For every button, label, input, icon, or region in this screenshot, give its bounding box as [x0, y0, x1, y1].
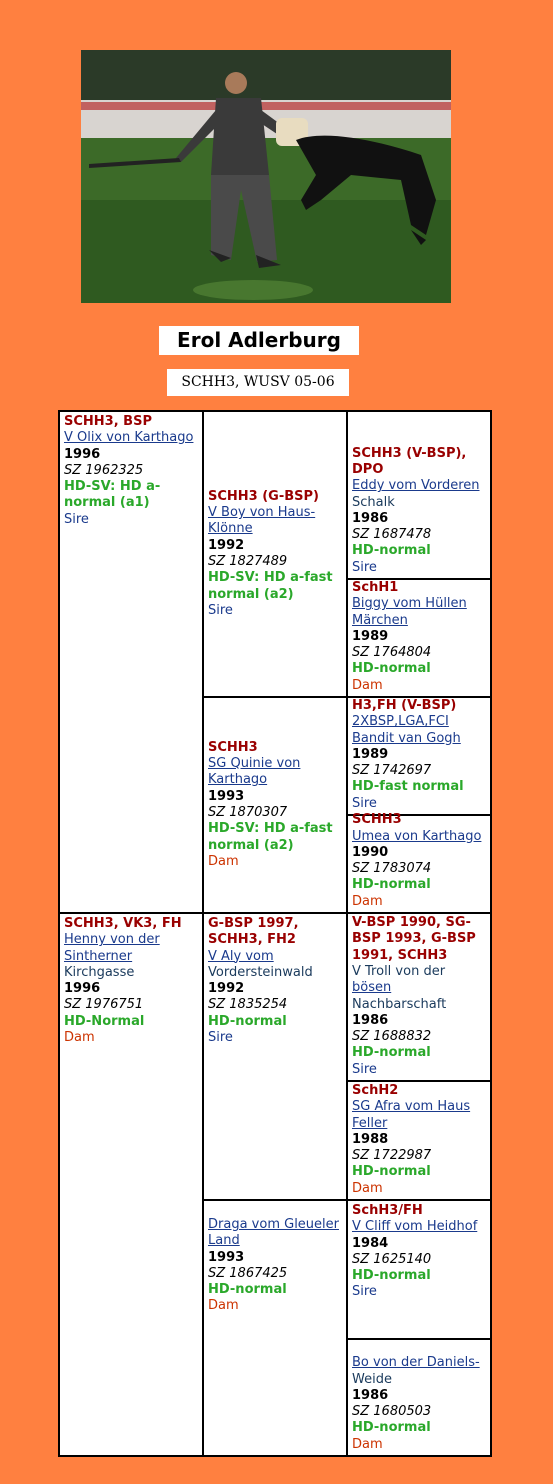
sire-sire-cell	[204, 412, 346, 696]
dss-name-link[interactable]: bösen	[352, 980, 392, 996]
dam-sire-year: 1992	[208, 981, 245, 997]
ssd-title: SchH1	[352, 579, 399, 595]
sdd-hd: HD-normal	[352, 877, 431, 893]
ddd-name-extra: Weide	[352, 1371, 392, 1387]
dsd-cell	[348, 1082, 490, 1199]
ssd-year: 1989	[352, 628, 389, 644]
sss-title: SCHH3 (V-BSP), DPO	[352, 445, 467, 477]
dds-title: SchH3/FH	[352, 1203, 423, 1218]
sire-dam-hd: HD-SV: HD a-fast normal (a2)	[208, 821, 333, 853]
sds-title: H3,FH (V-BSP)	[352, 697, 457, 713]
dam-sire-reg: SZ 1835254	[208, 997, 288, 1013]
dam-year: 1996	[64, 981, 101, 997]
sire-dam-reg: SZ 1870307	[208, 805, 288, 820]
dam-dam-role: Dam	[208, 1298, 239, 1314]
dss-name-extra: Nachbarschaft	[352, 996, 447, 1012]
ddd-reg: SZ 1680503	[352, 1404, 432, 1420]
dog-name: Erol Adlerburg	[159, 326, 359, 355]
dam-sire-role: Sire	[208, 1030, 233, 1046]
dam-sire-hd: HD-normal	[208, 1013, 287, 1029]
ssd-reg: SZ 1764804	[352, 645, 432, 661]
sire-title: SCHH3, BSP	[64, 414, 152, 429]
dss-reg: SZ 1688832	[352, 1029, 432, 1045]
dog-training-photo	[81, 50, 451, 303]
dam-sire-name-extra: Vordersteinwald	[208, 964, 313, 980]
dds-reg: SZ 1625140	[352, 1251, 432, 1267]
ddd-cell	[348, 1340, 490, 1455]
dsd-hd: HD-normal	[352, 1164, 431, 1180]
dam-sire-cell	[204, 914, 346, 1199]
sdd-year: 1990	[352, 844, 389, 860]
sire-sire-hd: HD-SV: HD a-fast normal (a2)	[208, 570, 333, 602]
sss-name-link[interactable]: Eddy vom Vorderen	[352, 478, 480, 494]
sire-dam-year: 1993	[208, 788, 245, 804]
sss-role: Sire	[352, 559, 377, 575]
sire-dam-name-link[interactable]: SG Quinie von Karthago	[208, 756, 301, 788]
dsd-role: Dam	[352, 1180, 383, 1196]
dss-cell	[348, 914, 490, 1080]
sire-cell	[60, 412, 202, 912]
dam-reg: SZ 1976751	[64, 997, 144, 1013]
dam-dam-name-link[interactable]: Draga vom Gleueler Land	[208, 1217, 339, 1249]
sire-dam-title: SCHH3	[208, 739, 258, 755]
ddd-role: Dam	[352, 1436, 383, 1452]
dss-hd: HD-normal	[352, 1045, 431, 1061]
dam-dam-cell	[204, 1201, 346, 1455]
sss-reg: SZ 1687478	[352, 527, 432, 543]
ddd-year: 1986	[352, 1387, 389, 1403]
ddd-name-link[interactable]: Bo von der Daniels-	[352, 1355, 480, 1371]
sire-hd: HD-SV: HD a-normal (a1)	[64, 479, 161, 511]
dds-year: 1984	[352, 1235, 389, 1251]
ssd-role: Dam	[352, 677, 383, 693]
pedigree-table	[58, 410, 492, 1457]
sire-sire-reg: SZ 1827489	[208, 554, 288, 569]
ssd-name-link[interactable]: Biggy vom Hüllen Märchen	[352, 596, 467, 628]
sdd-name-link[interactable]: Umea von Karthago	[352, 828, 482, 844]
dog-titles: SCHH3, WUSV 05-06	[167, 369, 349, 396]
sire-dam-role: Dam	[208, 853, 239, 869]
sss-cell	[348, 412, 490, 578]
dam-role: Dam	[64, 1030, 95, 1046]
sire-sire-role: Sire	[208, 602, 233, 618]
training-scene-image	[81, 50, 451, 303]
sds-year: 1989	[352, 746, 389, 762]
sdd-role: Dam	[352, 893, 383, 909]
dam-sire-name-link[interactable]: V Aly vom	[208, 948, 274, 964]
sire-sire-year: 1992	[208, 537, 245, 553]
dam-dam-hd: HD-normal	[208, 1282, 287, 1298]
dss-title: V-BSP 1990, SG-BSP 1993, G-BSP 1991, SCHH3	[352, 915, 476, 963]
sire-reg: SZ 1962325	[64, 462, 144, 478]
sds-reg: SZ 1742697	[352, 763, 432, 779]
sire-sire-name-link[interactable]: V Boy von Haus-Klönne	[208, 505, 316, 537]
dam-cell	[60, 914, 202, 1455]
sss-hd: HD-normal	[352, 543, 431, 559]
ddd-hd: HD-normal	[352, 1420, 431, 1436]
dsd-title: SchH2	[352, 1082, 399, 1098]
dss-role: Sire	[352, 1061, 377, 1077]
ssd-hd: HD-normal	[352, 661, 431, 677]
dds-name-link[interactable]: V Cliff vom Heidhof	[352, 1219, 478, 1235]
sire-name-link[interactable]: V Olix von Karthago	[64, 430, 194, 446]
dam-hd: HD-Normal	[64, 1013, 145, 1029]
dds-hd: HD-normal	[352, 1268, 431, 1284]
dam-name-extra: Kirchgasse	[64, 964, 135, 980]
dsd-reg: SZ 1722987	[352, 1148, 432, 1164]
sdd-reg: SZ 1783074	[352, 861, 432, 877]
dss-year: 1986	[352, 1012, 389, 1028]
sss-year: 1986	[352, 510, 389, 526]
sds-role: Sire	[352, 795, 377, 811]
dam-name-link[interactable]: Henny von der Sintherner	[64, 932, 160, 964]
sss-name-extra: Schalk	[352, 494, 395, 510]
sdd-cell	[348, 812, 490, 912]
dam-dam-reg: SZ 1867425	[208, 1265, 288, 1281]
dam-title: SCHH3, VK3, FH	[64, 916, 182, 931]
dds-cell	[348, 1201, 490, 1338]
sire-year: 1996	[64, 446, 101, 462]
dsd-year: 1988	[352, 1131, 389, 1147]
sds-name-link[interactable]: 2XBSP,LGA,FCI Bandit van Gogh	[352, 714, 461, 746]
sire-dam-cell	[204, 698, 346, 912]
dds-role: Sire	[352, 1284, 377, 1300]
sire-role: Sire	[64, 511, 89, 527]
dam-sire-title: G-BSP 1997, SCHH3, FH2	[208, 916, 299, 948]
sdd-title: SCHH3	[352, 812, 402, 828]
sire-sire-title: SCHH3 (G-BSP)	[208, 488, 319, 504]
dss-name-prefix: V Troll von der	[352, 963, 446, 979]
ssd-cell	[348, 580, 490, 696]
sds-hd: HD-fast normal	[352, 779, 464, 795]
dam-dam-year: 1993	[208, 1249, 245, 1265]
sds-cell	[348, 698, 490, 814]
dsd-name-link[interactable]: SG Afra vom Haus Feller	[352, 1099, 471, 1131]
